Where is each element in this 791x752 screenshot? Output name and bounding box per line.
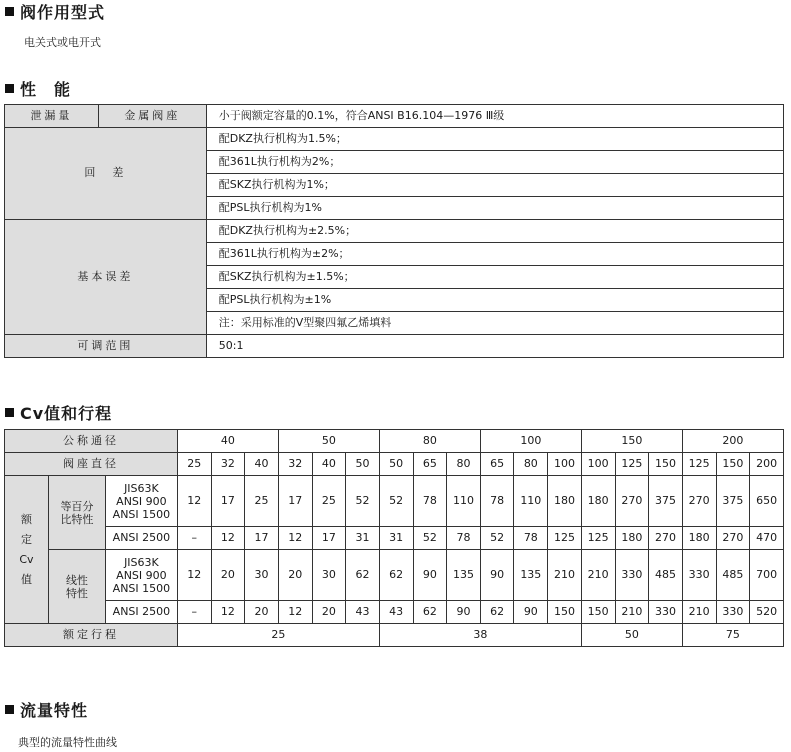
- cv-cell: 90: [514, 601, 548, 624]
- cv-cell: 270: [716, 527, 750, 550]
- cv-stroke-table: [4, 429, 784, 647]
- standard-class-label-part: ANSI 1500: [112, 507, 171, 521]
- heading-text: Cv值和行程: [20, 404, 113, 423]
- table-row: [5, 601, 784, 624]
- cv-cell: 470: [750, 527, 784, 550]
- cv-cell: 78: [447, 527, 481, 550]
- rated-cv-label-part: Cv: [19, 552, 34, 566]
- standard-class-label-part: JIS63K: [124, 481, 159, 495]
- cv-cell: 180: [581, 476, 615, 527]
- seat-diameter-label: 阀座直径: [5, 453, 178, 476]
- cv-cell: 52: [379, 476, 413, 527]
- cv-cell: 210: [548, 550, 582, 601]
- stroke-cell: 75: [682, 624, 783, 647]
- cv-cell: 180: [548, 476, 582, 527]
- cv-cell: 90: [447, 601, 481, 624]
- seat-cell: 40: [245, 453, 279, 476]
- cv-cell: 180: [682, 527, 716, 550]
- cv-cell: 17: [312, 527, 346, 550]
- cv-cell: 20: [312, 601, 346, 624]
- cv-cell: 17: [245, 527, 279, 550]
- leakage-sub-label: 金属阀座: [98, 105, 206, 128]
- cv-cell: 62: [346, 550, 380, 601]
- cv-cell: 17: [211, 476, 245, 527]
- square-bullet-icon: [5, 705, 14, 714]
- seat-cell: 150: [716, 453, 750, 476]
- linear-label: [48, 550, 105, 624]
- cv-cell: 125: [581, 527, 615, 550]
- basic-error-label: 基本误差: [5, 220, 207, 335]
- cv-cell: 31: [379, 527, 413, 550]
- seat-cell: 125: [682, 453, 716, 476]
- basic-error-value: 配PSL执行机构为±1%: [206, 289, 783, 312]
- nominal-diameter-cell: 80: [379, 430, 480, 453]
- cv-cell: 43: [346, 601, 380, 624]
- cv-cell: 270: [649, 527, 683, 550]
- cv-cell: 62: [379, 550, 413, 601]
- ansi2500-label: ANSI 2500: [105, 527, 177, 550]
- cv-cell: 30: [312, 550, 346, 601]
- standard-class-label-part: ANSI 900: [116, 494, 167, 508]
- cv-cell: 62: [413, 601, 447, 624]
- range-label: 可调范围: [5, 335, 207, 358]
- cv-cell: –: [177, 527, 211, 550]
- cv-cell: 150: [548, 601, 582, 624]
- seat-cell: 32: [278, 453, 312, 476]
- hysteresis-value: 配SKZ执行机构为1%；: [206, 174, 783, 197]
- seat-cell: 100: [548, 453, 582, 476]
- table-row: [5, 527, 784, 550]
- cv-cell: 52: [346, 476, 380, 527]
- table-row: [5, 220, 784, 243]
- cv-cell: 110: [514, 476, 548, 527]
- seat-cell: 150: [649, 453, 683, 476]
- cv-cell: 110: [447, 476, 481, 527]
- cv-cell: 135: [447, 550, 481, 601]
- seat-cell: 25: [177, 453, 211, 476]
- cv-cell: 90: [480, 550, 514, 601]
- standard-class-label: [105, 476, 177, 527]
- basic-error-value: 配DKZ执行机构为±2.5%；: [206, 220, 783, 243]
- cv-cell: 700: [750, 550, 784, 601]
- leakage-value: 小于阀额定容量的0.1%，符合ANSI B16.104—1976 Ⅲ级: [206, 105, 783, 128]
- seat-cell: 32: [211, 453, 245, 476]
- seat-cell: 80: [447, 453, 481, 476]
- rated-cv-label-part: 额: [20, 512, 32, 526]
- hysteresis-value: 配361L执行机构为2%；: [206, 151, 783, 174]
- basic-error-note: 注：采用标准的V型聚四氟乙烯填料: [206, 312, 783, 335]
- table-row: [5, 453, 784, 476]
- cv-cell: 375: [649, 476, 683, 527]
- cv-cell: 330: [649, 601, 683, 624]
- seat-cell: 50: [346, 453, 380, 476]
- seat-cell: 125: [615, 453, 649, 476]
- rated-cv-label-part: 值: [20, 572, 32, 586]
- linear-label-part: 特性: [65, 586, 88, 600]
- cv-cell: 650: [750, 476, 784, 527]
- cv-cell: 520: [750, 601, 784, 624]
- cv-cell: 20: [245, 601, 279, 624]
- rated-stroke-label: 额定行程: [5, 624, 178, 647]
- cv-cell: 30: [245, 550, 279, 601]
- basic-error-value: 配SKZ执行机构为±1.5%；: [206, 266, 783, 289]
- cv-cell: 43: [379, 601, 413, 624]
- standard-class-label-part: ANSI 1500: [112, 581, 171, 595]
- equal-percentage-label: [48, 476, 105, 550]
- standard-class-label: [105, 550, 177, 601]
- cv-cell: 12: [211, 527, 245, 550]
- cv-cell: 78: [413, 476, 447, 527]
- table-row: [5, 105, 784, 128]
- cv-cell: 12: [211, 601, 245, 624]
- seat-cell: 80: [514, 453, 548, 476]
- square-bullet-icon: [5, 84, 14, 93]
- table-row: [5, 430, 784, 453]
- cv-cell: 330: [682, 550, 716, 601]
- cv-cell: 210: [615, 601, 649, 624]
- section-heading-flow: [5, 698, 88, 721]
- ansi2500-label: ANSI 2500: [105, 601, 177, 624]
- stroke-cell: 38: [379, 624, 581, 647]
- valve-type-text: 电关式或电开式: [24, 36, 101, 49]
- cv-cell: 135: [514, 550, 548, 601]
- cv-cell: 180: [615, 527, 649, 550]
- cv-cell: 150: [581, 601, 615, 624]
- equal-percentage-label-part: 比特性: [60, 512, 94, 526]
- cv-cell: 78: [480, 476, 514, 527]
- equal-percentage-label-part: 等百分: [60, 499, 94, 513]
- cv-cell: 20: [211, 550, 245, 601]
- seat-cell: 100: [581, 453, 615, 476]
- range-value: 50:1: [206, 335, 783, 358]
- cv-cell: 17: [278, 476, 312, 527]
- cv-cell: 330: [615, 550, 649, 601]
- hysteresis-label: 回 差: [5, 128, 207, 220]
- cv-cell: 31: [346, 527, 380, 550]
- cv-cell: 485: [716, 550, 750, 601]
- table-row: [5, 550, 784, 601]
- heading-text: 阀作用型式: [20, 3, 106, 22]
- seat-cell: 65: [413, 453, 447, 476]
- nominal-diameter-cell: 100: [480, 430, 581, 453]
- seat-cell: 200: [750, 453, 784, 476]
- cv-cell: 52: [480, 527, 514, 550]
- stroke-cell: 25: [177, 624, 379, 647]
- seat-cell: 65: [480, 453, 514, 476]
- cv-cell: 210: [581, 550, 615, 601]
- nominal-diameter-label: 公称通径: [5, 430, 178, 453]
- cv-cell: 78: [514, 527, 548, 550]
- heading-text: 流量特性: [20, 701, 89, 720]
- hysteresis-value: 配DKZ执行机构为1.5%；: [206, 128, 783, 151]
- table-row: [5, 335, 784, 358]
- cv-cell: 125: [548, 527, 582, 550]
- standard-class-label-part: JIS63K: [124, 555, 159, 569]
- cv-cell: 12: [177, 476, 211, 527]
- cv-cell: 25: [312, 476, 346, 527]
- cv-cell: 12: [177, 550, 211, 601]
- basic-error-value: 配361L执行机构为±2%；: [206, 243, 783, 266]
- cv-cell: 210: [682, 601, 716, 624]
- rated-cv-label: [5, 476, 49, 624]
- cv-cell: 330: [716, 601, 750, 624]
- linear-label-part: 线性: [65, 573, 88, 587]
- seat-cell: 40: [312, 453, 346, 476]
- cv-cell: 270: [682, 476, 716, 527]
- leakage-label: 泄漏量: [5, 105, 99, 128]
- cv-cell: 375: [716, 476, 750, 527]
- cv-cell: 12: [278, 527, 312, 550]
- stroke-cell: 50: [581, 624, 682, 647]
- square-bullet-icon: [5, 408, 14, 417]
- standard-class-label-part: ANSI 900: [116, 568, 167, 582]
- cv-cell: 12: [278, 601, 312, 624]
- heading-text: 性 能: [20, 80, 72, 99]
- cv-cell: 52: [413, 527, 447, 550]
- section-heading-cv: [5, 401, 112, 424]
- table-row: [5, 476, 784, 527]
- cv-cell: 485: [649, 550, 683, 601]
- cv-cell: 62: [480, 601, 514, 624]
- table-row: [5, 128, 784, 151]
- cv-cell: 20: [278, 550, 312, 601]
- performance-table: [4, 104, 784, 358]
- cv-cell: 25: [245, 476, 279, 527]
- section-heading-performance: [5, 77, 71, 100]
- seat-cell: 50: [379, 453, 413, 476]
- nominal-diameter-cell: 200: [682, 430, 783, 453]
- nominal-diameter-cell: 50: [278, 430, 379, 453]
- nominal-diameter-cell: 40: [177, 430, 278, 453]
- cv-cell: 270: [615, 476, 649, 527]
- rated-cv-label-part: 定: [20, 532, 32, 546]
- section-heading-valve-type: [5, 0, 105, 23]
- nominal-diameter-cell: 150: [581, 430, 682, 453]
- cv-cell: 90: [413, 550, 447, 601]
- cv-cell: –: [177, 601, 211, 624]
- flow-text: 典型的流量特性曲线: [18, 736, 117, 749]
- square-bullet-icon: [5, 7, 14, 16]
- table-row: [5, 624, 784, 647]
- hysteresis-value: 配PSL执行机构为1%: [206, 197, 783, 220]
